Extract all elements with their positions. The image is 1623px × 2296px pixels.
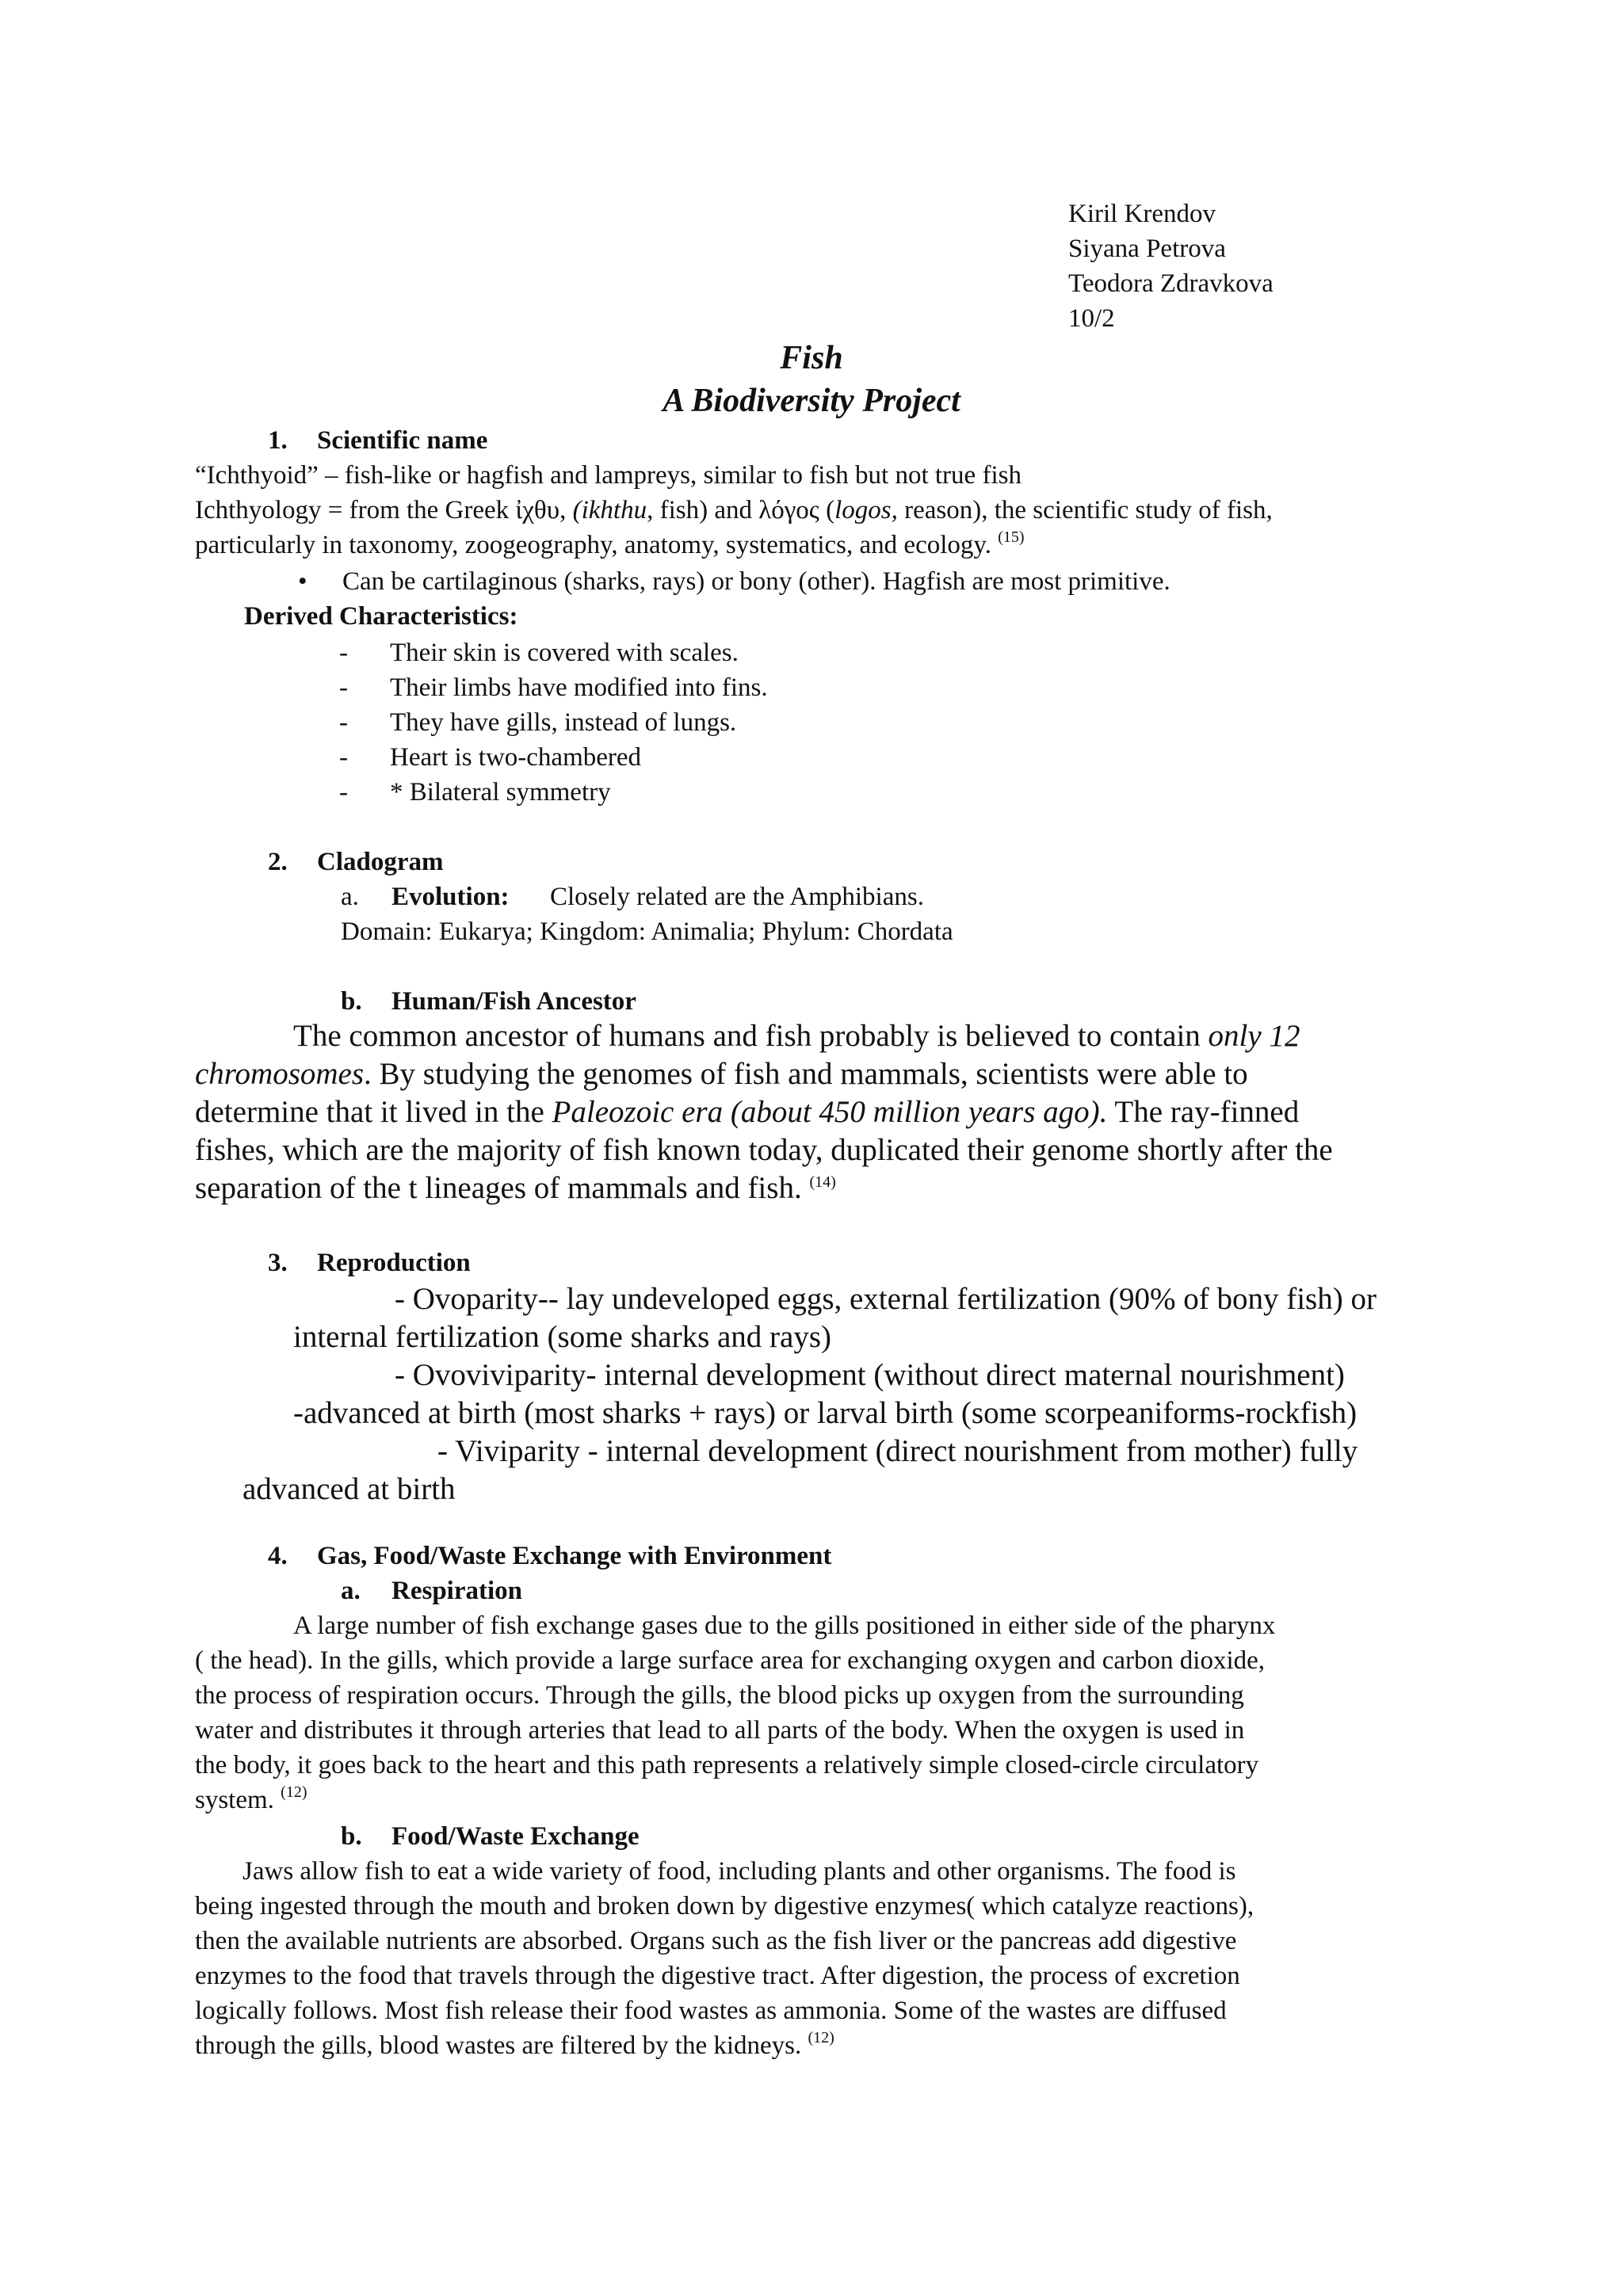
body-line: A large number of fish exchange gases due to the gills positioned in either side of the pharynx (293, 1611, 1276, 1640)
subsection-heading: Evolution: (391, 883, 510, 911)
section-number: 1. (268, 426, 288, 455)
document-page: Kiril Krendov Siyana Petrova Teodora Zdravkova 10/2 Fish A Biodiversity Project 1. Scientific name “Ichthyoid” – fish-like or hagfish and lampreys, similar to fish but not true fish Ichthyology = from the Greek ἰχθυ, (ikhthu, fish) and λόγος (logos, reason), the scientific study of fish, particularly in taxonomy, zoogeography, anatomy, systematics, and ecology. $^{(15)}$ • Can be cartilaginous (sharks, rays) or bony (other). Hagfish are most primitive. Derived Characteristics: - Their skin is covered with scales. - Their limbs have modified into fins. - They have gills, instead of lungs. - Heart is two-chambered - * Bilateral symmetry 2. Cladogram a. Evolution: Closely related are the Amphibians. Domain: Eukarya; Kingdom: Animalia; Phylum: Chordata b. Human/Fish Ancestor The common ancestor of humans and fish probably is believed to contain only 12 chromosomes. By studying the genomes of fish and mammals, scientists were able to determine that it lived in the Paleozoic era (about 450 million years ago). The ray-finned fishes, which are the majority of fish known today, duplicated their genome shortly after the separation of the t lineages of mammals and fish. $^{(14)}$ 3. Reproduction - Ovoparity-- lay undeveloped eggs, external fertilization (90% of bony fish) or internal fertilization (some sharks and rays) - Ovoviviparity- internal development (without direct maternal nourishment) -advanced at birth (most sharks + rays) or larval birth (some scorpeaniforms-rockfish) - Viviparity - internal development (direct nourishment from mother) fully advanced at birth 4. Gas, Food/Waste Exchange with Environment a. Respiration A large number of fish exchange gases due to the gills positioned in either side of the pharynx ( the head). In the gills, which provide a large surface area for exchanging oxygen and carbon dioxide, the process of respiration occurs. Through the gills, the blood picks up oxygen from the surrounding water and distributes it through arteries that lead to all parts of the body. When the oxygen is used in the body, it goes back to the heart and this path represents a relatively simple closed-circle circulatory system. $^{(12)}$ b. Food/Waste Exchange Jaws allow fish to eat a wide variety of food, including plants and other organisms. The food is being ingested through the mouth and broken down by digestive enzymes( which catalyze reactions), then the available nutrients are absorbed. Organs such as the fish liver or the pancreas add digestive enzymes to the food that travels through the digestive tract. After digestion, the process of excretion logically follows. Most fish release their food wastes as ammonia. Some of the wastes are diffused through the gills, blood wastes are filtered by the kidneys. $^{(12)}$ (0, 0, 1623, 2296)
citation: (15) (998, 528, 1025, 546)
citation: (14) (809, 1173, 836, 1191)
body-line: - Viviparity - internal development (direct nourishment from mother) fully (437, 1434, 1358, 1468)
section-heading: Cladogram (317, 848, 444, 876)
section-number: 4. (268, 1542, 288, 1570)
body-line: Closely related are the Amphibians. (550, 883, 924, 911)
bullet-item: Can be cartilaginous (sharks, rays) or bony (other). Hagfish are most primitive. (342, 567, 1170, 596)
class-label: 10/2 (1068, 304, 1115, 333)
body-line: enzymes to the food that travels through the digestive tract. After digestion, the process of excretion (195, 1962, 1240, 1990)
body-line: - Ovoviviparity- internal development (without direct maternal nourishment) (395, 1358, 1345, 1392)
body-line: internal fertilization (some sharks and rays) (293, 1320, 832, 1354)
body-line: Jaws allow fish to eat a wide variety of food, including plants and other organisms. The food is (242, 1857, 1236, 1886)
section-number: 3. (268, 1249, 288, 1277)
body-line: - Ovoparity-- lay undeveloped eggs, external fertilization (90% of bony fish) or (395, 1282, 1377, 1316)
subsection-label: a. (341, 883, 359, 911)
subsection-label: b. (341, 987, 362, 1016)
subsection-label: a. (341, 1577, 361, 1605)
bullet-icon: • (298, 567, 307, 596)
subsection-heading: Human/Fish Ancestor (391, 987, 636, 1016)
body-line: fishes, which are the majority of fish known today, duplicated their genome shortly after the (195, 1133, 1333, 1167)
body-line: particularly in taxonomy, zoogeography, anatomy, systematics, and ecology. $^{(15)}$ (195, 528, 1025, 559)
section-heading: Gas, Food/Waste Exchange with Environment (317, 1542, 832, 1570)
author-name: Siyana Petrova (1068, 235, 1226, 263)
body-line: chromosomes. By studying the genomes of fish and mammals, scientists were able to (195, 1057, 1248, 1091)
body-line: through the gills, blood wastes are filtered by the kidneys. $^{(12)}$ (195, 2029, 834, 2060)
section-heading: Reproduction (317, 1249, 471, 1277)
document-subtitle: A Biodiversity Project (663, 383, 960, 419)
citation: (12) (808, 2029, 834, 2046)
citation: (12) (281, 1783, 307, 1801)
derived-heading: Derived Characteristics: (244, 602, 518, 631)
body-line: The common ancestor of humans and fish probably is believed to contain only 12 (293, 1019, 1300, 1053)
section-heading: Scientific name (317, 426, 488, 455)
body-line: determine that it lived in the Paleozoic era (about 450 million years ago). The ray-finned (195, 1095, 1300, 1129)
subsection-heading: Food/Waste Exchange (391, 1822, 640, 1851)
body-line: logically follows. Most fish release their food wastes as ammonia. Some of the wastes are diffused (195, 1997, 1227, 2025)
body-line: -advanced at birth (most sharks + rays) or larval birth (some scorpeaniforms-rockfish) (293, 1396, 1358, 1430)
body-line: ( the head). In the gills, which provide a large surface area for exchanging oxygen and carbon dioxide, (195, 1646, 1266, 1675)
body-line: advanced at birth (242, 1472, 456, 1506)
body-line: system. $^{(12)}$ (195, 1783, 307, 1814)
author-name: Teodora Zdravkova (1068, 269, 1274, 298)
subsection-label: b. (341, 1822, 362, 1851)
body-line: the process of respiration occurs. Through the gills, the blood picks up oxygen from the surrounding (195, 1681, 1244, 1710)
body-line: being ingested through the mouth and broken down by digestive enzymes( which catalyze reactions), (195, 1892, 1254, 1920)
subsection-heading: Respiration (391, 1577, 522, 1605)
body-line: “Ichthyoid” – fish-like or hagfish and lampreys, similar to fish but not true fish (195, 461, 1022, 490)
body-line: Ichthyology = from the Greek ἰχθυ, (ikhthu, fish) and λόγος (logos, reason), the scientific study of fish, (195, 496, 1273, 524)
taxonomy-line: Domain: Eukarya; Kingdom: Animalia; Phylum: Chordata (341, 917, 953, 946)
document-title: Fish (780, 340, 843, 376)
body-line: the body, it goes back to the heart and this path represents a relatively simple closed-circle circulatory (195, 1751, 1259, 1779)
body-line: then the available nutrients are absorbed. Organs such as the fish liver or the pancreas add digestive (195, 1927, 1237, 1955)
section-number: 2. (268, 848, 288, 876)
body-line: separation of the t lineages of mammals and fish. $^{(14)}$ (195, 1171, 836, 1205)
author-name: Kiril Krendov (1068, 200, 1216, 228)
body-line: water and distributes it through arteries that lead to all parts of the body. When the oxygen is used in (195, 1716, 1245, 1745)
